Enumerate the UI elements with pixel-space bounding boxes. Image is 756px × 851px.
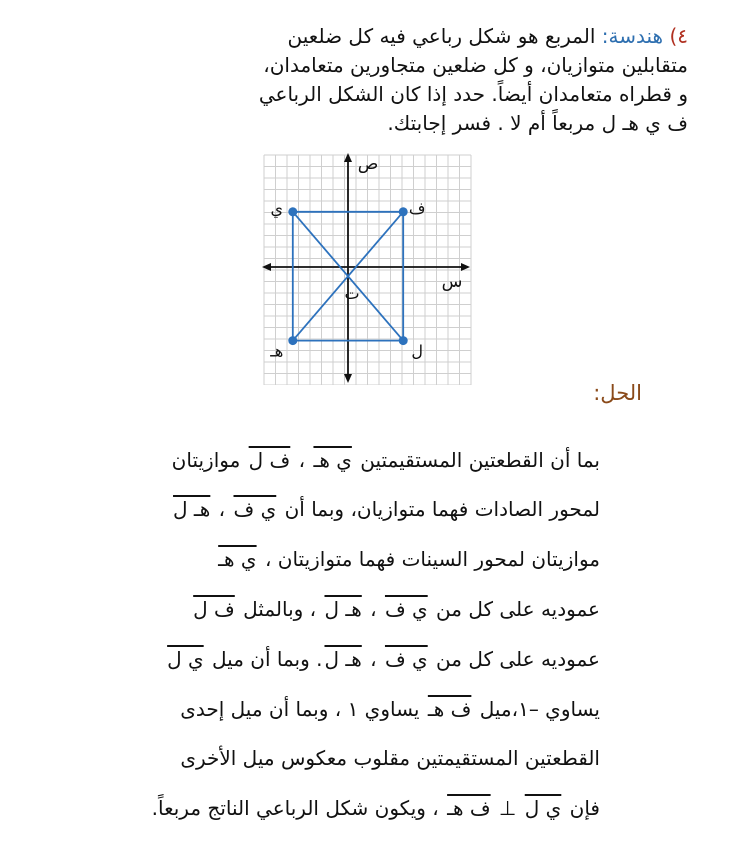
vertex-label: هـ <box>270 341 284 361</box>
solution-text: ، <box>363 597 383 621</box>
y-axis-label: ص <box>357 154 379 174</box>
solution-line <box>172 448 600 472</box>
segment-name: ي ف <box>384 597 428 621</box>
solution-text: بما أن القطعتين المستقيمتين <box>353 448 600 472</box>
solution-text: ، <box>292 448 312 472</box>
problem-text: المربع هو شكل رباعي فيه كل ضلعين <box>287 24 596 48</box>
vertex-point <box>288 207 297 216</box>
solution-line <box>152 796 600 820</box>
solution-text: فإن <box>563 796 600 820</box>
problem-number: ٤) <box>669 24 688 48</box>
vertex-point <box>399 207 408 216</box>
solution-line <box>165 647 600 671</box>
solution-text: لمحور الصادات فهما متوازيان، وبما أن <box>278 497 600 521</box>
solution-text: يساوي ١ ، وبما أن ميل إحدى <box>180 697 426 721</box>
segment-name: هـ ل <box>324 597 362 621</box>
problem-line: و قطراه متعامدان أيضاً. حدد إذا كان الشكل الرباعي <box>258 82 688 106</box>
solution-line <box>191 597 600 621</box>
solution-text: موازيتان <box>171 448 247 472</box>
problem-topic: هندسة: <box>601 24 664 48</box>
segment-name: هـ ل <box>324 647 362 671</box>
solution-text: ، <box>212 497 232 521</box>
y-axis-arrow-bottom <box>344 374 352 383</box>
solution-line <box>180 746 600 770</box>
solution-text: عموديه على كل من <box>429 597 600 621</box>
coordinate-figure <box>262 153 472 385</box>
solution-text: موازيتان لمحور السينات فهما متوازيتان ، <box>258 547 600 571</box>
solution-line <box>180 697 600 721</box>
problem-statement <box>128 22 688 138</box>
problem-line: متقابلين متوازيان، و كل ضلعين متجاورين متعامدان، <box>263 53 688 77</box>
solution-text: عموديه على كل من <box>429 647 600 671</box>
y-axis-arrow-top <box>344 153 352 162</box>
vertex-label: ي <box>270 198 284 218</box>
problem-line: ف ي هـ ل مربعاً أم لا . فسر إجابتك. <box>387 111 688 135</box>
origin-label: ت <box>344 284 360 303</box>
x-axis-label: س <box>441 272 463 292</box>
solution-text: يساوي –١،ميل <box>473 697 600 721</box>
solution-text: . وبما أن ميل <box>205 647 323 671</box>
segment-name: ي هـ <box>313 448 352 472</box>
vertex-point <box>288 336 297 345</box>
segment-name: ف ل <box>248 448 291 472</box>
segment-name: ف هـ <box>447 796 491 820</box>
solution-text: ⊥ <box>492 796 523 820</box>
segment-name: ف هـ <box>427 697 472 721</box>
segment-name: هـ ل <box>173 497 211 521</box>
problem-line <box>128 22 688 51</box>
solution-text: ، <box>363 647 383 671</box>
solution-text: ، وبالمثل <box>236 597 323 621</box>
solution-text: القطعتين المستقيمتين مقلوب معكوس ميل الأخرى <box>180 746 600 770</box>
segment-name: ف ل <box>193 597 235 621</box>
solution-label: الحل: <box>593 381 642 405</box>
segment-name: ي ف <box>384 647 428 671</box>
segment-name: ي هـ <box>218 547 257 571</box>
segment-name: ي ف <box>233 497 277 521</box>
solution-line <box>216 547 600 571</box>
vertex-point <box>399 336 408 345</box>
vertex-label: ف <box>408 198 426 218</box>
segment-name: ي ل <box>167 647 204 671</box>
solution-line <box>171 497 600 521</box>
vertex-label: ل <box>411 341 424 361</box>
segment-name: ي ل <box>524 796 562 820</box>
solution-text: ، ويكون شكل الرباعي الناتج مربعاً. <box>151 796 446 820</box>
